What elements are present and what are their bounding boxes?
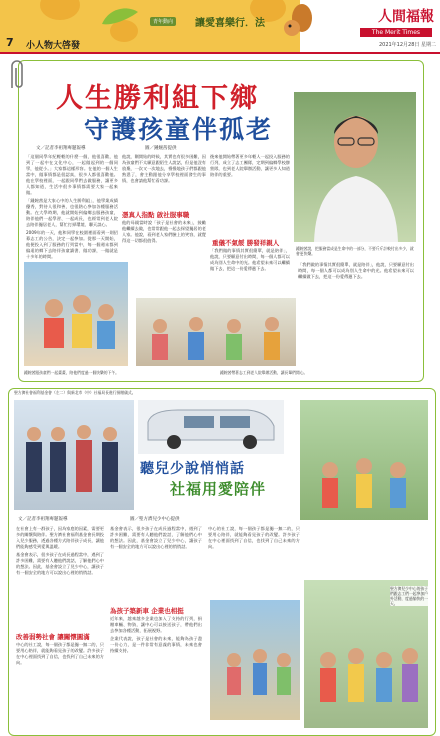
elderly-visit-photo [136,298,296,366]
story2-subhead1: 改善弱勢社會 讓關懷圓滿 [16,633,90,641]
leaf-icon [100,4,140,28]
issue-date: 2021年12月28日 星期二 [378,42,436,48]
story1-byline: 文／記者李祖翔專題報導 [36,146,86,151]
story2-paragraph: 基金會表示，很多孩子在成長過程當中，遇到了許多困難，需要有人聽他們說話，了解他們心中的想法。因此，基金會設立了兒少中心，讓孩子有一個安全的地方可以說出心裡的悄悄話。 [16,552,104,575]
column-tag: 青年動向 [150,17,176,26]
story1-caption-right: 鍾婉茜帶著志工到老人院舉辦活動，讓長輩們開心。 [220,370,308,375]
section-title: 小人物大啓發 [26,41,81,51]
story1-col1 [26,154,118,260]
story2-title-line1: 聽兒少說悄悄話 [140,461,245,477]
story1-subhead1: 憑真人指點 啟社服事職 [122,211,190,219]
story1-title-line1: 人生勝利組下鄉 [56,83,259,114]
story1-paragraph: 他的母親當時說「孩子是社會的未來」，鼓勵他繼續去做，也常常跟他一起去探望獨居的老人家。他說，看到老人家們臉上的笑容，就覺得這一切都很值得。 [122,220,206,243]
paper-logo-en: The Merit Times [360,28,432,37]
story2-col3 [208,526,300,550]
story2-photo-credit: 圖／聖方濟兒少中心提供 [130,517,180,522]
story2-paragraph: 企業代表說，孩子是社會的未來，能夠為孩子盡一份心力，是一件非常有意義的事情，未來也會持續支持。 [110,636,202,653]
story2-col2b [110,616,202,654]
portrait-photo [294,92,416,242]
story2-byline: 文／記者李祖翔專題報導 [18,517,68,522]
story2-col1 [16,526,104,576]
story2-caption-right: 聖方濟兒少中心的孩子們跟志工們一起參加戶外活動，度過愉快的一天。 [390,586,430,606]
story2-paragraph: 在社會上有一群孩子，因為家庭的因素，需要更多的關懷與陪伴。聖方濟社會福利基金會長期投入兒少服務，透過各種方式陪伴孩子成長，讓他們能夠感受到愛與溫暖。 [16,526,104,549]
story1-photo-credit: 圖／鍾婉茜提供 [145,146,177,151]
story1-col2b [122,220,206,244]
paper-logo: 人間福報 [378,9,434,25]
story1-col2 [122,154,206,186]
column-name: 讓愛喜樂行．法 [195,18,265,29]
story2-col2 [110,526,202,550]
page-number: 7 [6,36,14,49]
story1-paragraph: 後來他開始帶著更多年輕人一起投入服務的行列，成立了志工團隊，定期到偏鄉學校辦營隊，也到老人院舉辦活動，讓更多人知道陪伴的重要。 [210,154,290,177]
story2-title-line2: 社福用愛陪伴 [170,480,267,498]
story1-title-line2: 守護孩童伴孤老 [84,115,274,144]
donation-photo [14,400,134,510]
story1-col4 [298,262,414,280]
story2-col1b [16,642,104,666]
children-photo [24,262,128,366]
story1-paragraph: 「這個同學年紀輕輕的什麼一個，他很喜歡，他到了一起中在文化中心，一起做起到的一個同學，他從小。」大家都這樣形容。在他的一個人生當中，做事情都是很認真，很多人都很喜歡他。他在學校裡面，一起跟同學們去做服務，讓更多人都知道，生活中很多事情都需要大家一起來做。 [26,154,118,195]
van-photo [138,400,284,454]
story1-subhead2: 重儀不氣餒 勝發祥親人 [212,239,280,247]
kids-activity-photo [210,600,300,720]
story2-subhead2: 為孩子築新車 企業也相挺 [110,607,184,615]
story1-col3b [210,248,290,272]
story2-intro-caption: 聖方濟社會福利基金會（左二）與新北市（中）社福局長進行捐贈儀式。 [14,390,136,395]
story1-paragraph: 「我們做的事情其實很簡單，就是陪伴」，他說，只要願意付出時間，每一個人都可以成為別人生命中的光。他希望未來可以繼續做下去，把這一份愛傳遞下去。 [210,248,290,271]
story1-paragraph: 「鍾婉茜是大家心中的人生勝利組」，他學業成績優秀，對待人很和善，也很熱心參加各種服務活動。在大學時期，他就開始到偏鄉去服務孩童，陪伴他們一起學習、一起成長，也經常到老人院去陪伴獨居老人，幫忙打掃環境、聊天談心。 [26,198,118,227]
paperclip-icon [6,58,26,92]
story1-paragraph: 他說，剛開始的時候，其實也有很多困難，因為孩童們不太願意跟陌生人說話，但是他沒有放棄，一次又一次地去，慢慢地孩子們都跟他熟悉了，會主動跟他分享學校裡面發生的事情，也會請他幫忙看功課。 [122,154,206,183]
story2-paragraph: 中心的社工說，每一個孩子都是獨一無二的，只要用心陪伴，就能夠看見孩子的改變。許多孩子在中心裡面找到了自信，也找到了自己未來的方向。 [16,642,104,665]
header-rule [0,52,440,54]
story2-paragraph: 基金會表示，很多孩子在成長過程當中，遇到了許多困難，需要有人聽他們說話，了解他們心中的想法。因此，基金會設立了兒少中心，讓孩子有一個安全的地方可以說出心裡的悄悄話。 [110,526,202,549]
story1-col3 [210,154,290,180]
portrait-caption: 鍾婉茜說，把服務當成是生命中的一部分，不要斤斤計較付出多少，就會更快樂。 [296,246,414,256]
story2-paragraph: 中心的社工說，每一個孩子都是獨一無二的，只要用心陪伴，就能夠看見孩子的改變。許多孩子在中心裡面找到了自信，也找到了自己未來的方向。 [208,526,300,549]
story1-caption-left: 鍾婉茜跟孩童們一起畫畫，陪他們度過一個快樂的下午。 [24,370,119,375]
story1-paragraph: 2009年的一天，他和同學在校園裡面看到一則招募志工的公告，決定一起參加。從那一天開始，他便投入到了服務的行列當中，每一個週末都到偏遠的鄉下去陪伴孩童讀書、做功課，一做就是十多年的時間。 [26,230,118,259]
story2-paragraph: 近年來，越來越多企業也加入了支持的行列，捐贈車輛、物資，讓中心可以接送孩子，帶他們出去參加各種活動，拓展視野。 [110,616,202,633]
squirrel-icon [280,2,314,42]
outdoor-group-photo [300,400,428,520]
story1-paragraph: 「我們做的事情其實很簡單，就是陪伴」，他說，只要願意付出時間，每一個人都可以成為別人生命中的光。他希望未來可以繼續做下去，把這一份愛傳遞下去。 [298,262,414,279]
